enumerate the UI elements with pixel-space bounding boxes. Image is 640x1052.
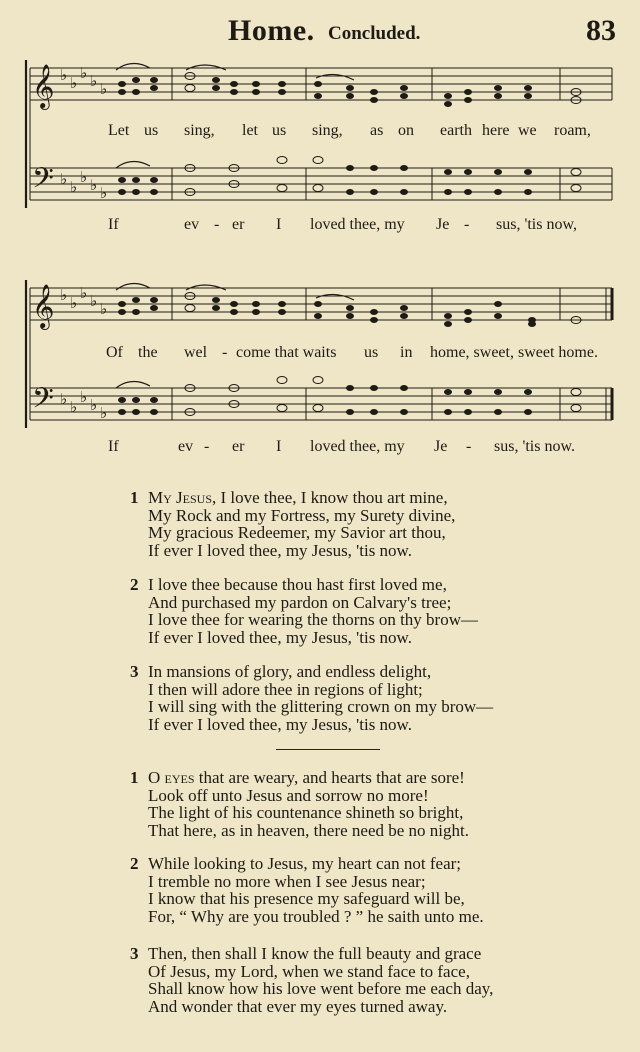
svg-text:♭: ♭ xyxy=(70,294,78,312)
stanza-line: The light of his countenance shineth so bright, xyxy=(148,803,464,822)
svg-text:𝄢: 𝄢 xyxy=(32,162,54,202)
svg-text:♭: ♭ xyxy=(80,388,88,406)
stanza-line: For, “ Why are you troubled ? ” he saith unto me. xyxy=(148,906,484,926)
lyric-syllable: sing, xyxy=(184,122,215,139)
stanza-number: 2 xyxy=(130,575,139,594)
stanza-line: I then will adore thee in regions of light; xyxy=(148,679,423,699)
lyrics-upper-1 xyxy=(20,122,620,146)
lyric-syllable: on xyxy=(398,122,414,139)
lyric-syllable: us xyxy=(144,122,159,139)
lyric-syllable: us xyxy=(364,344,379,361)
lyric-syllable: sus, 'tis now. xyxy=(494,438,575,455)
first-words: My Jesus, xyxy=(148,488,217,507)
svg-text:♭: ♭ xyxy=(80,64,88,82)
lyric-syllable: loved thee, my xyxy=(310,438,405,455)
lyrics-lower-1 xyxy=(20,216,620,240)
stanza-line: I love thee because thou hast first loved me, xyxy=(148,575,447,594)
lyric-syllable: ev xyxy=(184,216,200,233)
lyric-syllable: - xyxy=(466,438,472,455)
stanza-number: 3 xyxy=(130,944,139,963)
lyric-syllable: I xyxy=(276,438,282,455)
stanza-line: If ever I loved thee, my Jesus, 'tis now. xyxy=(148,540,412,560)
svg-text:♭: ♭ xyxy=(100,404,108,422)
music-system-2 xyxy=(20,276,620,466)
stanza-line: And wonder that ever my eyes turned away. xyxy=(148,996,448,1016)
stanza-line: In mansions of glory, and endless delight, xyxy=(148,662,432,681)
lyric-syllable: home, sweet, sweet home. xyxy=(430,344,598,361)
svg-text:♭: ♭ xyxy=(60,170,68,188)
line-text: that are weary, and hearts that are sore! xyxy=(198,768,465,787)
hymn-title: Home. xyxy=(228,14,315,47)
stanza-number: 3 xyxy=(130,662,139,681)
svg-text:♭: ♭ xyxy=(60,66,68,84)
lyrics-lower-2 xyxy=(20,438,620,462)
stanza-line: Shall know how his love went before me each day, xyxy=(148,979,494,998)
lyric-syllable: here xyxy=(482,122,510,139)
lyric-syllable: er xyxy=(232,438,245,455)
lyrics-upper-2 xyxy=(20,344,620,368)
hymn-1-text xyxy=(130,489,630,739)
svg-text:♭: ♭ xyxy=(90,72,98,90)
lyric-syllable: the xyxy=(138,344,158,361)
lyric-syllable: Let xyxy=(108,122,130,139)
lyric-syllable: Je xyxy=(436,216,450,233)
lyric-syllable: - xyxy=(222,344,228,361)
svg-text:♭: ♭ xyxy=(80,284,88,302)
lyric-syllable: as xyxy=(370,122,384,139)
svg-text:♭: ♭ xyxy=(80,168,88,186)
svg-text:♭: ♭ xyxy=(90,292,98,310)
hymn-subtitle: Concluded. xyxy=(328,23,421,44)
stanza-line: Look off unto Jesus and sorrow no more! xyxy=(148,785,429,805)
hymn-2-text xyxy=(130,769,630,1039)
stanza-line: I will sing with the glittering crown on my brow— xyxy=(148,697,494,716)
stanza-line: I love thee for wearing the thorns on thy brow— xyxy=(148,610,478,629)
lyric-syllable: er xyxy=(232,216,245,233)
lyric-syllable: wel xyxy=(184,344,208,361)
stanza-line: My gracious Redeemer, my Savior art thou, xyxy=(148,523,446,542)
svg-text:♭: ♭ xyxy=(100,300,108,318)
lyric-syllable: roam, xyxy=(554,122,591,139)
svg-text:♭: ♭ xyxy=(100,184,108,202)
stanza-line: If ever I loved thee, my Jesus, 'tis now. xyxy=(148,714,412,734)
svg-text:𝄞: 𝄞 xyxy=(32,284,55,328)
lyric-syllable: - xyxy=(214,216,220,233)
stanza-line: I tremble no more when I see Jesus near; xyxy=(148,871,426,891)
section-divider xyxy=(276,749,380,750)
lyric-syllable: we xyxy=(518,122,537,139)
svg-text:♭: ♭ xyxy=(60,390,68,408)
music-system-1 xyxy=(20,56,620,246)
stanza-number: 1 xyxy=(130,488,139,507)
lyric-syllable: earth xyxy=(440,122,472,139)
svg-text:♭: ♭ xyxy=(70,74,78,92)
stanza-line: My Rock and my Fortress, my Surety divine, xyxy=(148,505,456,525)
svg-text:♭: ♭ xyxy=(70,398,78,416)
lyric-syllable: come that waits xyxy=(236,344,337,361)
first-words: O eyes xyxy=(148,768,195,787)
lyric-syllable: - xyxy=(204,438,210,455)
lyric-syllable: let xyxy=(242,122,258,139)
svg-text:♭: ♭ xyxy=(90,396,98,414)
lyric-syllable: sing, xyxy=(312,122,343,139)
stanza-line: While looking to Jesus, my heart can not fear; xyxy=(148,854,461,873)
page-number: 83 xyxy=(586,14,616,47)
stanza-line: Then, then shall I know the full beauty and grace xyxy=(148,944,482,963)
lyric-syllable: If xyxy=(108,438,119,455)
svg-text:𝄢: 𝄢 xyxy=(32,382,54,422)
stanza-line: Of Jesus, my Lord, when we stand face to face, xyxy=(148,961,470,981)
lyric-syllable: If xyxy=(108,216,119,233)
stanza-line xyxy=(148,769,465,787)
lyric-syllable: - xyxy=(464,216,470,233)
lyric-syllable: us xyxy=(272,122,287,139)
svg-text:♭: ♭ xyxy=(100,80,108,98)
line-text: I love thee, I know thou art mine, xyxy=(220,488,448,507)
svg-text:♭: ♭ xyxy=(60,286,68,304)
stanza-line xyxy=(148,489,448,507)
lyric-syllable: I xyxy=(276,216,282,233)
stanza-number: 1 xyxy=(130,768,139,787)
svg-text:𝄞: 𝄞 xyxy=(32,64,55,108)
lyric-syllable: sus, 'tis now, xyxy=(496,216,577,233)
svg-text:♭: ♭ xyxy=(90,176,98,194)
stanza-line: And purchased my pardon on Calvary's tree; xyxy=(148,592,452,612)
lyric-syllable: Je xyxy=(434,438,448,455)
stanza-line: I know that his presence my safeguard will be, xyxy=(148,889,465,908)
page-header xyxy=(0,14,640,54)
lyric-syllable: ev xyxy=(178,438,194,455)
lyric-syllable: in xyxy=(400,344,413,361)
stanza-number: 2 xyxy=(130,854,139,873)
lyric-syllable: loved thee, my xyxy=(310,216,405,233)
stanza-line: If ever I loved thee, my Jesus, 'tis now. xyxy=(148,627,412,647)
svg-text:♭: ♭ xyxy=(70,178,78,196)
stanza-line: That here, as in heaven, there need be no night. xyxy=(148,820,469,840)
lyric-syllable: Of xyxy=(106,344,123,361)
